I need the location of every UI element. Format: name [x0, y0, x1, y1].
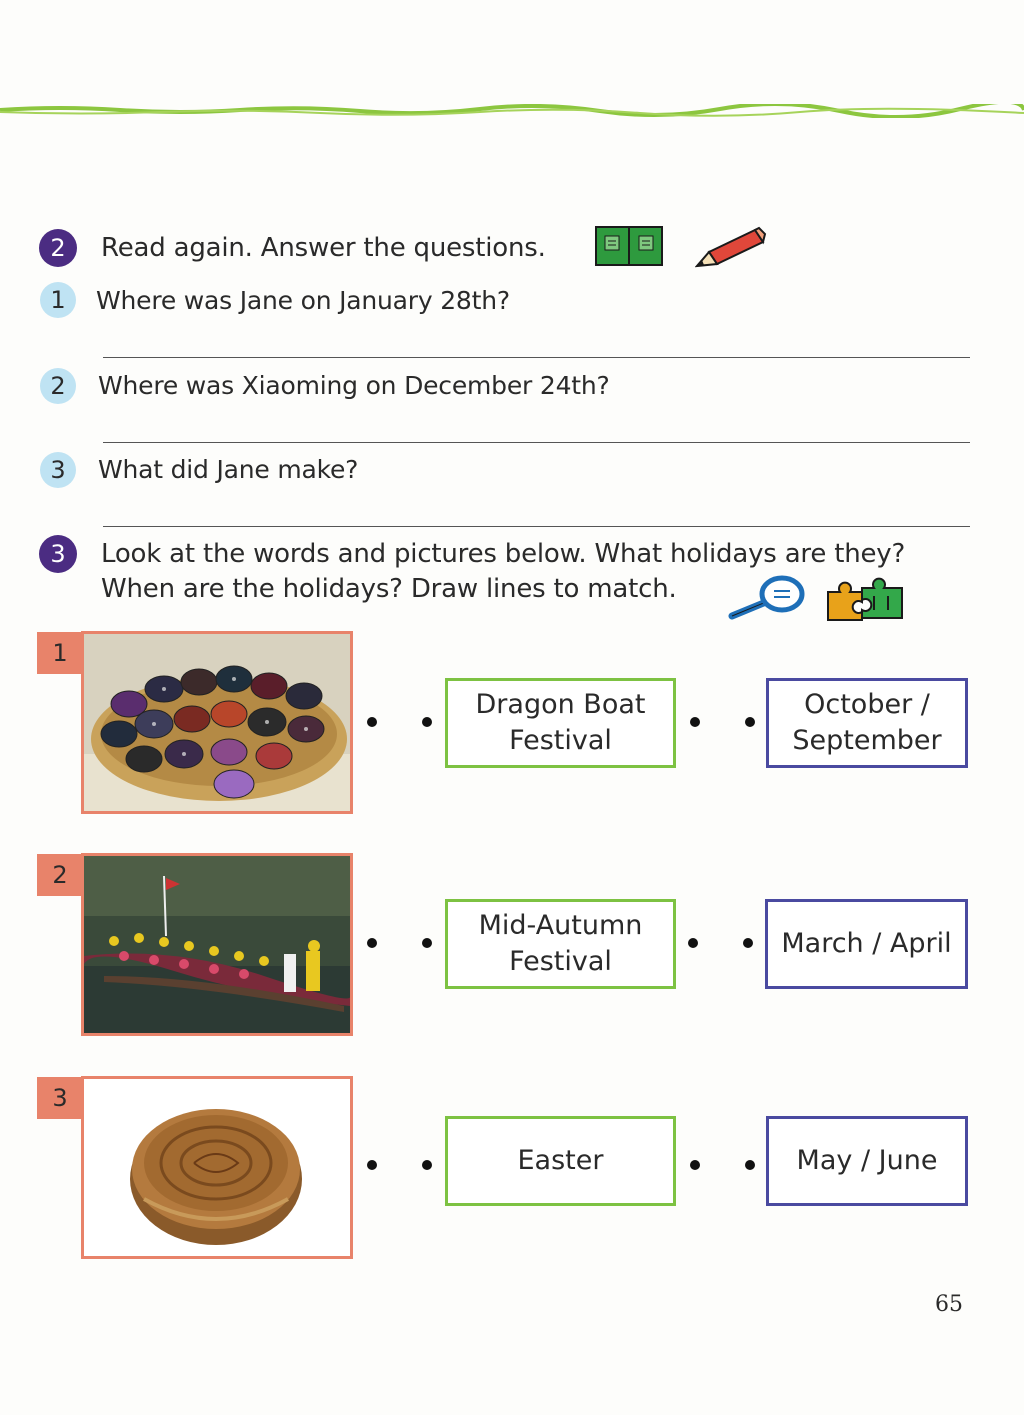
holiday-3-right-dot[interactable] [690, 1160, 700, 1170]
section-2-number: 2 [50, 234, 66, 262]
page-number: 65 [935, 1292, 963, 1317]
picture-1-frame [81, 631, 353, 814]
holiday-3-left-dot[interactable] [422, 1160, 432, 1170]
holiday-2-left-dot[interactable] [422, 938, 432, 948]
month-2-line-1: March / April [781, 928, 952, 959]
holiday-1-right-dot[interactable] [690, 717, 700, 727]
question-2-number: 2 [50, 372, 66, 400]
month-box-march-april [765, 899, 968, 989]
question-3-badge [40, 452, 76, 488]
holiday-1-line-1: Dragon Boat [475, 689, 646, 720]
picture-3-number: 3 [37, 1077, 83, 1119]
puzzle-icon [824, 574, 908, 622]
answer-line-3[interactable] [103, 526, 970, 527]
holiday-1-line-2: Festival [509, 725, 612, 756]
month-1-left-dot[interactable] [745, 717, 755, 727]
holiday-box-easter [445, 1116, 676, 1206]
easter-eggs-image [84, 634, 350, 811]
holiday-box-dragon-boat [445, 678, 676, 768]
section-3-badge [39, 535, 77, 573]
answer-line-1[interactable] [103, 357, 970, 358]
question-2-text: Where was Xiaoming on December 24th? [98, 371, 610, 400]
picture-2-frame [81, 853, 353, 1036]
holiday-2-line-2: Festival [509, 946, 612, 977]
holiday-2-line-1: Mid-Autumn [478, 910, 643, 941]
month-3-line-1: May / June [796, 1145, 938, 1176]
dragon-boats-image [84, 856, 350, 1033]
section-2-badge [39, 229, 77, 267]
picture-3-match-dot[interactable] [367, 1160, 377, 1170]
section-3-instruction-line-1: Look at the words and pictures below. What holidays are they? [101, 539, 906, 569]
month-1-line-1: October / [804, 689, 930, 720]
section-3-number: 3 [50, 540, 66, 568]
pencil-icon [695, 224, 767, 268]
question-1-badge [40, 282, 76, 318]
holiday-box-mid-autumn [445, 899, 676, 989]
month-box-october-september [766, 678, 968, 768]
question-2-badge [40, 368, 76, 404]
picture-2-number: 2 [37, 854, 83, 896]
question-3-text: What did Jane make? [98, 455, 359, 484]
month-box-may-june [766, 1116, 968, 1206]
picture-1-number: 1 [37, 632, 83, 674]
month-3-left-dot[interactable] [745, 1160, 755, 1170]
month-2-left-dot[interactable] [743, 938, 753, 948]
holiday-1-left-dot[interactable] [422, 717, 432, 727]
picture-3-frame [81, 1076, 353, 1259]
question-3-number: 3 [50, 456, 66, 484]
picture-2-match-dot[interactable] [367, 938, 377, 948]
book-icon [595, 226, 663, 266]
magnifier-icon [726, 574, 806, 622]
holiday-2-right-dot[interactable] [688, 938, 698, 948]
mooncake-image [84, 1079, 350, 1256]
holiday-3-line-1: Easter [517, 1145, 604, 1176]
question-1-number: 1 [50, 286, 66, 314]
question-1-text: Where was Jane on January 28th? [96, 286, 510, 315]
section-2-instruction: Read again. Answer the questions. [101, 233, 546, 263]
month-1-line-2: September [792, 725, 942, 756]
answer-line-2[interactable] [103, 442, 970, 443]
top-green-divider [0, 104, 1024, 118]
section-3-instruction-line-2: When are the holidays? Draw lines to match. [101, 574, 677, 604]
picture-1-match-dot[interactable] [367, 717, 377, 727]
